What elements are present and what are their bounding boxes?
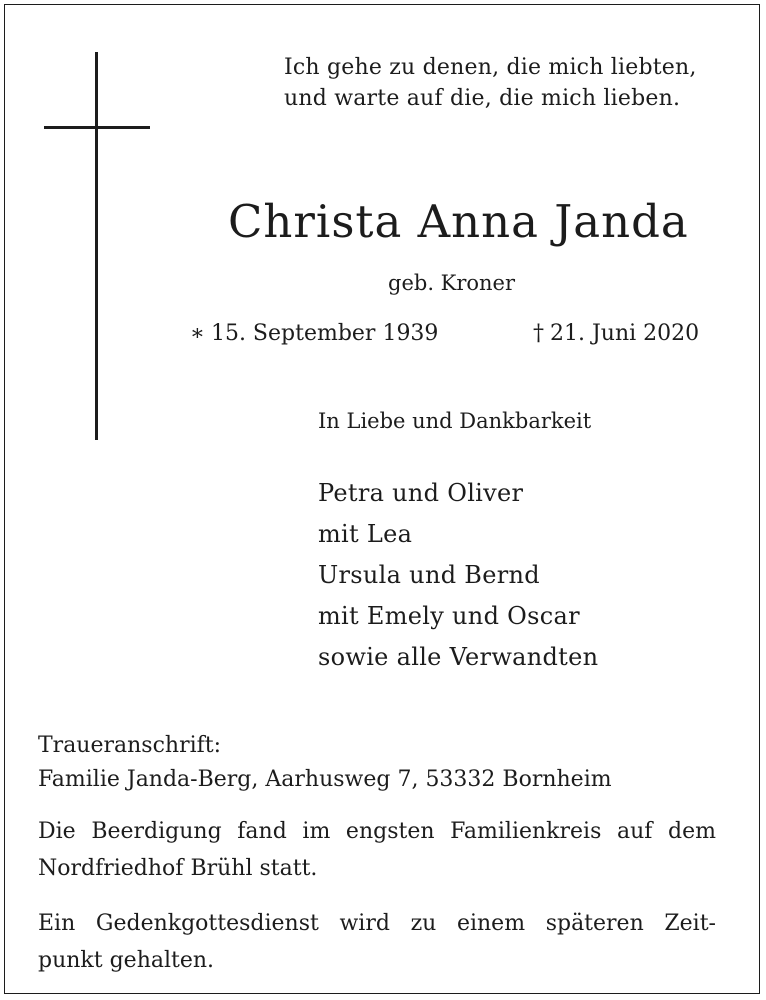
funeral-notice-line: Nordfriedhof Brühl statt. bbox=[38, 856, 318, 881]
mourning-address bbox=[38, 729, 612, 797]
funeral-notice-line: Die Beerdigung fand im engsten Familienkreis auf dem bbox=[38, 819, 716, 844]
death-date: 21. Juni 2020 bbox=[550, 321, 700, 346]
birth-star-icon: ∗ bbox=[190, 321, 205, 346]
quote-line: Ich gehe zu denen, die mich liebten, bbox=[284, 55, 697, 80]
mourner-line: mit Emely und Oscar bbox=[318, 602, 580, 630]
mourner-line: Ursula und Bernd bbox=[318, 561, 540, 589]
mourners-list bbox=[318, 473, 598, 678]
maiden-name: geb. Kroner bbox=[388, 271, 516, 295]
address-value: Familie Janda-Berg, Aarhusweg 7, 53332 Bornheim bbox=[38, 767, 612, 792]
memorial-service-notice bbox=[38, 905, 716, 979]
quote-line: und warte auf die, die mich lieben. bbox=[284, 86, 681, 111]
memorial-quote bbox=[284, 52, 724, 114]
memorial-notice-line: punkt gehalten. bbox=[38, 948, 215, 973]
birth-date-line bbox=[190, 319, 438, 349]
funeral-notice bbox=[38, 813, 716, 887]
mourner-line: sowie alle Verwandten bbox=[318, 643, 599, 671]
mourner-line: mit Lea bbox=[318, 520, 413, 548]
cross-vertical-bar bbox=[95, 52, 98, 440]
memorial-notice-line: Ein Gedenkgottesdienst wird zu einem späteren Zeit- bbox=[38, 911, 716, 936]
mourner-line: Petra und Oliver bbox=[318, 479, 524, 507]
gratitude-text: In Liebe und Dankbarkeit bbox=[318, 409, 592, 433]
cross-horizontal-bar bbox=[44, 126, 150, 129]
address-label: Traueranschrift: bbox=[38, 733, 222, 758]
birth-date: 15. September 1939 bbox=[210, 321, 439, 346]
death-cross-icon: † bbox=[533, 321, 544, 346]
death-date-line bbox=[533, 319, 699, 349]
deceased-name: Christa Anna Janda bbox=[228, 195, 689, 248]
